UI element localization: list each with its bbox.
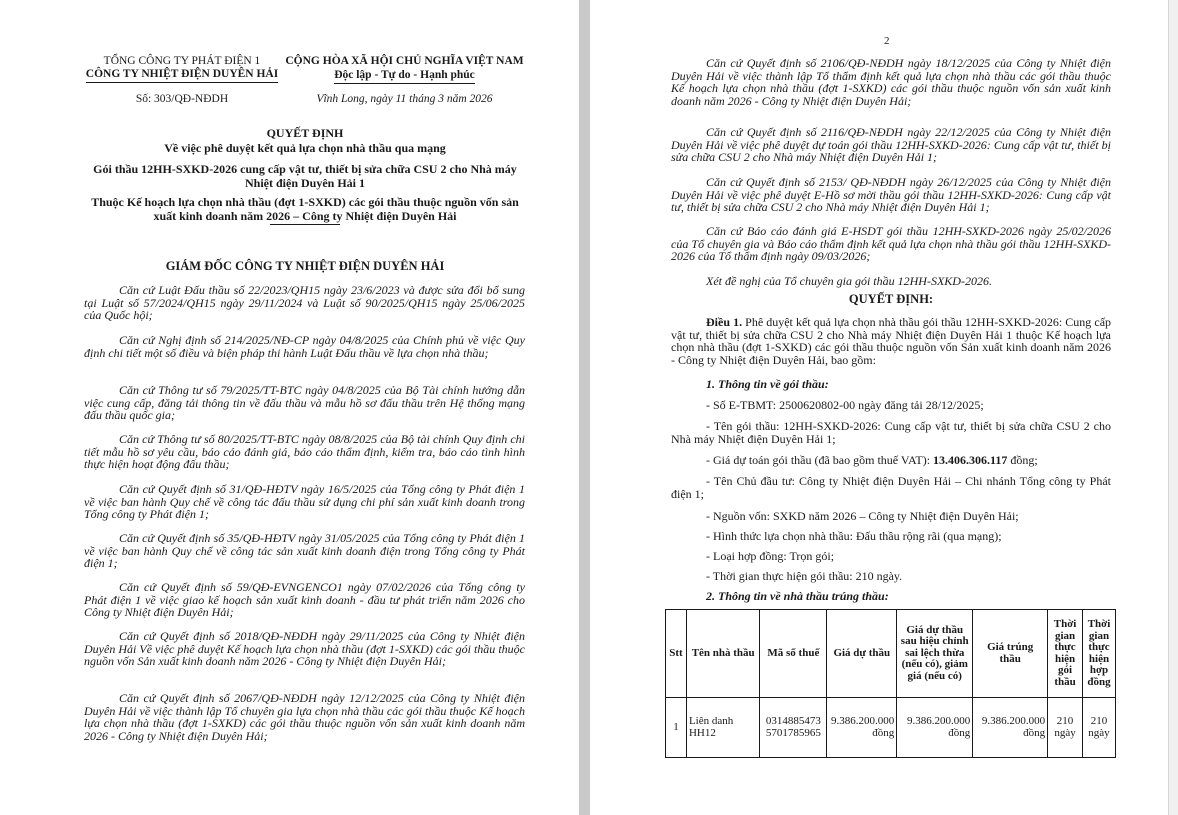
table-header-cell: Stt (666, 610, 687, 698)
table-row (666, 698, 1116, 758)
info-fund: - Nguồn vốn: SXKD năm 2026 – Công ty Nhiệt điện Duyên Hải; (706, 509, 1019, 523)
legal-basis-5: Căn cứ Quyết định số 31/QĐ-HĐTV ngày 16/5/2025 của Tổng công ty Phát điện 1 về việc ban hành Quy chế về công tác đấu thầu sử dụng chi phí sản xuất kinh doanh trong Tổng công ty Phát điện 1; (84, 482, 525, 522)
decision-subject: Về việc phê duyệt kết quả lựa chọn nhà thầu qua mạng (164, 140, 446, 155)
document-page-2 (590, 0, 1168, 815)
legal-basis-8: Căn cứ Quyết định số 2018/QĐ-NĐDH ngày 29/11/2025 của Công ty Nhiệt điện Duyên Hải Về việc phê duyệt Kế hoạch lựa chọn nhà thầu (đợt 1-SXKD) các gói thầu thuộc nguồn vốn Sản xuất kinh doanh năm 2026 - Công ty Nhiệt điện Duyên Hải; (84, 629, 525, 669)
table-header-cell: Thời gian thực hiện hợp đồng (1083, 610, 1116, 698)
table-header-row (666, 610, 1116, 698)
header-left (82, 55, 282, 106)
cell-tax-code: 0314885473 5701785965 (760, 698, 827, 758)
viewer-edge (1168, 0, 1178, 815)
cell-bidder-name: Liên danh HH12 (686, 698, 759, 758)
title-underline (270, 224, 340, 225)
proposal-line: Xét đề nghị của Tổ chuyên gia gói thầu 12HH-SXKD-2026. (706, 274, 992, 288)
header-right (282, 55, 527, 107)
article-1-label: Điều 1. (706, 315, 743, 329)
article-1 (671, 316, 1111, 366)
director-heading: GIÁM ĐỐC CÔNG TY NHIỆT ĐIỆN DUYÊN HẢI (165, 259, 445, 273)
decision-heading: QUYẾT ĐỊNH: (848, 292, 934, 306)
legal-basis-7: Căn cứ Quyết định số 59/QĐ-EVNGENCO1 ngày 07/02/2026 của Tổng công ty Phát điện 1 về việc giao kế hoạch sản xuất kinh doanh - đầu tư phát triển năm 2026 cho Công ty Nhiệt điện Duyên Hải; (84, 580, 525, 620)
winning-bidder-table (665, 609, 1116, 758)
legal-basis-4: Căn cứ Thông tư số 80/2025/TT-BTC ngày 08/8/2025 của Bộ tài chính Quy định chi tiết mẫu hồ sơ yêu cầu, báo cáo đánh giá, báo cáo thẩm định, kiểm tra, báo cáo tình hình thực hiện hoạt động đấu thầu; (84, 432, 525, 472)
section-1-title: 1. Thông tin về gói thầu: (706, 377, 829, 391)
cell-bid-price: 9.386.200.000 đồng (827, 698, 897, 758)
info-duration: - Thời gian thực hiện gói thầu: 210 ngày. (706, 569, 903, 583)
decision-title: QUYẾT ĐỊNH (266, 126, 344, 140)
info-estimate-value: 13.406.306.117 (933, 453, 1008, 467)
legal-basis-1: Căn cứ Luật Đấu thầu số 22/2023/QH15 ngày 23/6/2023 và được sửa đổi bổ sung tại Luật số 57/2024/QH15 ngày 29/11/2024 và Luật số 90/2025/QH15 ngày 25/06/2025 của Quốc hội; (84, 283, 525, 323)
info-estimate-label: - Giá dự toán gói thầu (đã bao gồm thuế VAT): (706, 453, 934, 467)
table-header-cell: Giá dự thầu (827, 610, 897, 698)
plan-subject: Thuộc Kế hoạch lựa chọn nhà thầu (đợt 1-SXKD) các gói thầu thuộc nguồn vốn sản xuất kinh doanh năm 2026 – Công ty Nhiệt điện Duyên Hải (91, 195, 519, 223)
table-header-cell: Tên nhà thầu (686, 610, 759, 698)
legal-basis-3: Căn cứ Thông tư số 79/2025/TT-BTC ngày 04/8/2025 của Bộ Tài chính hướng dẫn việc cung cấp, đăng tải thông tin về đấu thầu và mẫu hồ sơ đấu thầu trên Hệ thống mạng đấu thầu quốc gia; (84, 383, 525, 423)
national-motto: Độc lập - Tự do - Hạnh phúc (282, 69, 527, 85)
decision-title-block (80, 127, 530, 225)
info-estimate-unit: đồng; (1007, 453, 1038, 467)
legal-basis-6: Căn cứ Quyết định số 35/QĐ-HĐTV ngày 31/05/2025 của Tổng công ty Phát điện 1 về việc ban hành Quy chế về công tác sản xuất kinh doanh điện trong Tổng công ty Phát điện 1; (84, 531, 525, 571)
package-subject: Gói thầu 12HH-SXKD-2026 cung cấp vật tư, thiết bị sửa chữa CSU 2 cho Nhà máy Nhiệt điện Duyên Hải 1 (93, 162, 517, 190)
table-header-cell: Mã số thuế (760, 610, 827, 698)
document-page-1 (0, 0, 579, 815)
legal-basis-2: Căn cứ Nghị định số 214/2025/NĐ-CP ngày 04/8/2025 của Chính phủ về việc Quy định chi tiết một số điều và biện pháp thi hành Luật Đấu thầu về lựa chọn nhà thầu; (84, 333, 525, 360)
cell-package-time: 210 ngày (1048, 698, 1083, 758)
section-2-title: 2. Thông tin về nhà thầu trúng thầu: (706, 589, 889, 603)
legal-basis-11: Căn cứ Quyết định số 2116/QĐ-NĐDH ngày 22/12/2025 của Công ty Nhiệt điện Duyên Hải về việc phê duyệt dự toán gói thầu 12HH-SXKD-2026: Cung cấp vật tư, thiết bị sửa chữa CSU 2 cho Nhà máy Nhiệt điện Duyên Hải 1; (671, 125, 1111, 165)
table-header-cell: Giá dự thầu sau hiệu chỉnh sai lệch thừa (nếu có), giảm giá (nếu có) (897, 610, 973, 698)
legal-basis-9: Căn cứ Quyết định số 2067/QĐ-NĐDH ngày 12/12/2025 của Công ty Nhiệt điện Duyên Hải về việc thành lập Tổ chuyên gia lựa chọn nhà thầu các gói thầu thuộc Kế hoạch lựa chọn nhà thầu (đợt 1-SXKD) các gói thầu thuộc nguồn vốn sản xuất kinh doanh năm 2026 - Công ty Nhiệt điện Duyên Hải; (84, 691, 525, 743)
cell-stt: 1 (666, 698, 687, 758)
info-estimate (706, 454, 1111, 467)
info-method: - Hình thức lựa chọn nhà thầu: Đấu thầu rộng rãi (qua mạng); (706, 529, 1002, 543)
place-date: Vĩnh Long, ngày 11 tháng 3 năm 2026 (316, 93, 493, 105)
info-package-name: - Tên gói thầu: 12HH-SXKD-2026: Cung cấp vật tư, thiết bị sửa chữa CSU 2 cho Nhà máy Nhiệt điện Duyên Hải 1; (671, 419, 1111, 446)
page-number: 2 (884, 35, 890, 47)
org-parent: TỔNG CÔNG TY PHÁT ĐIỆN 1 (103, 55, 261, 67)
cell-contract-time: 210 ngày (1083, 698, 1116, 758)
legal-basis-12: Căn cứ Quyết định số 2153/ QĐ-NĐDH ngày 26/12/2025 của Công ty Nhiệt điện Duyên Hải về việc phê duyệt E-Hồ sơ mời thầu gói thầu 12HH-SXKD-2026: Cung cấp vật tư, thiết bị sửa chữa CSU 2 cho Nhà máy Nhiệt điện Duyên Hải 1; (671, 175, 1111, 215)
cell-adjusted-price: 9.386.200.000 đồng (897, 698, 973, 758)
country-name: CỘNG HÒA XÃ HỘI CHỦ NGHĨA VIỆT NAM (285, 55, 524, 67)
article-1-text: Phê duyệt kết quả lựa chọn nhà thầu gói thầu 12HH-SXKD-2026: Cung cấp vật tư, thiết bị sửa chữa CSU 2 cho Nhà máy Nhiệt điện Duyên Hải 1 thuộc Kế hoạch lựa chọn nhà thầu (đợt 1-SXKD) các gói thầu thuộc nguồn vốn Sản xuất kinh doanh năm 2026 - Công ty Nhiệt điện Duyên Hải, bao gồm: (671, 315, 1112, 367)
org-name: CÔNG TY NHIỆT ĐIỆN DUYÊN HẢI (82, 68, 282, 83)
info-tbmt: - Số E-TBMT: 2500620802-00 ngày đăng tải 28/12/2025; (706, 398, 984, 412)
table-header-cell: Thời gian thực hiện gói thầu (1048, 610, 1083, 698)
info-contract-type: - Loại hợp đồng: Trọn gói; (706, 549, 835, 563)
info-owner: - Tên Chủ đầu tư: Công ty Nhiệt điện Duyên Hải – Chi nhánh Tổng công ty Phát điện 1; (671, 474, 1111, 501)
legal-basis-10: Căn cứ Quyết định số 2106/QĐ-NĐDH ngày 18/12/2025 của Công ty Nhiệt điện Duyên Hải về việc thành lập Tổ thẩm định kết quả lựa chọn nhà thầu các gói thầu thuộc Kế hoạch lựa chọn nhà thầu (đợt 1-SXKD) các gói thầu thuộc nguồn vốn sản xuất kinh doanh năm 2026 - Công ty Nhiệt điện Duyên Hải; (671, 56, 1111, 108)
cell-award-price: 9.386.200.000 đồng (973, 698, 1048, 758)
legal-basis-13: Căn cứ Báo cáo đánh giá E-HSDT gói thầu 12HH-SXKD-2026 ngày 25/02/2026 của Tổ chuyên gia và Báo cáo thẩm định kết quả lựa chọn nhà thầu gói thầu 12HH-SXKD-2026 của Tổ thẩm định ngày 09/03/2026; (671, 224, 1111, 264)
document-number: Số: 303/QĐ-NĐDH (135, 93, 229, 105)
table-header-cell: Giá trúng thầu (973, 610, 1048, 698)
